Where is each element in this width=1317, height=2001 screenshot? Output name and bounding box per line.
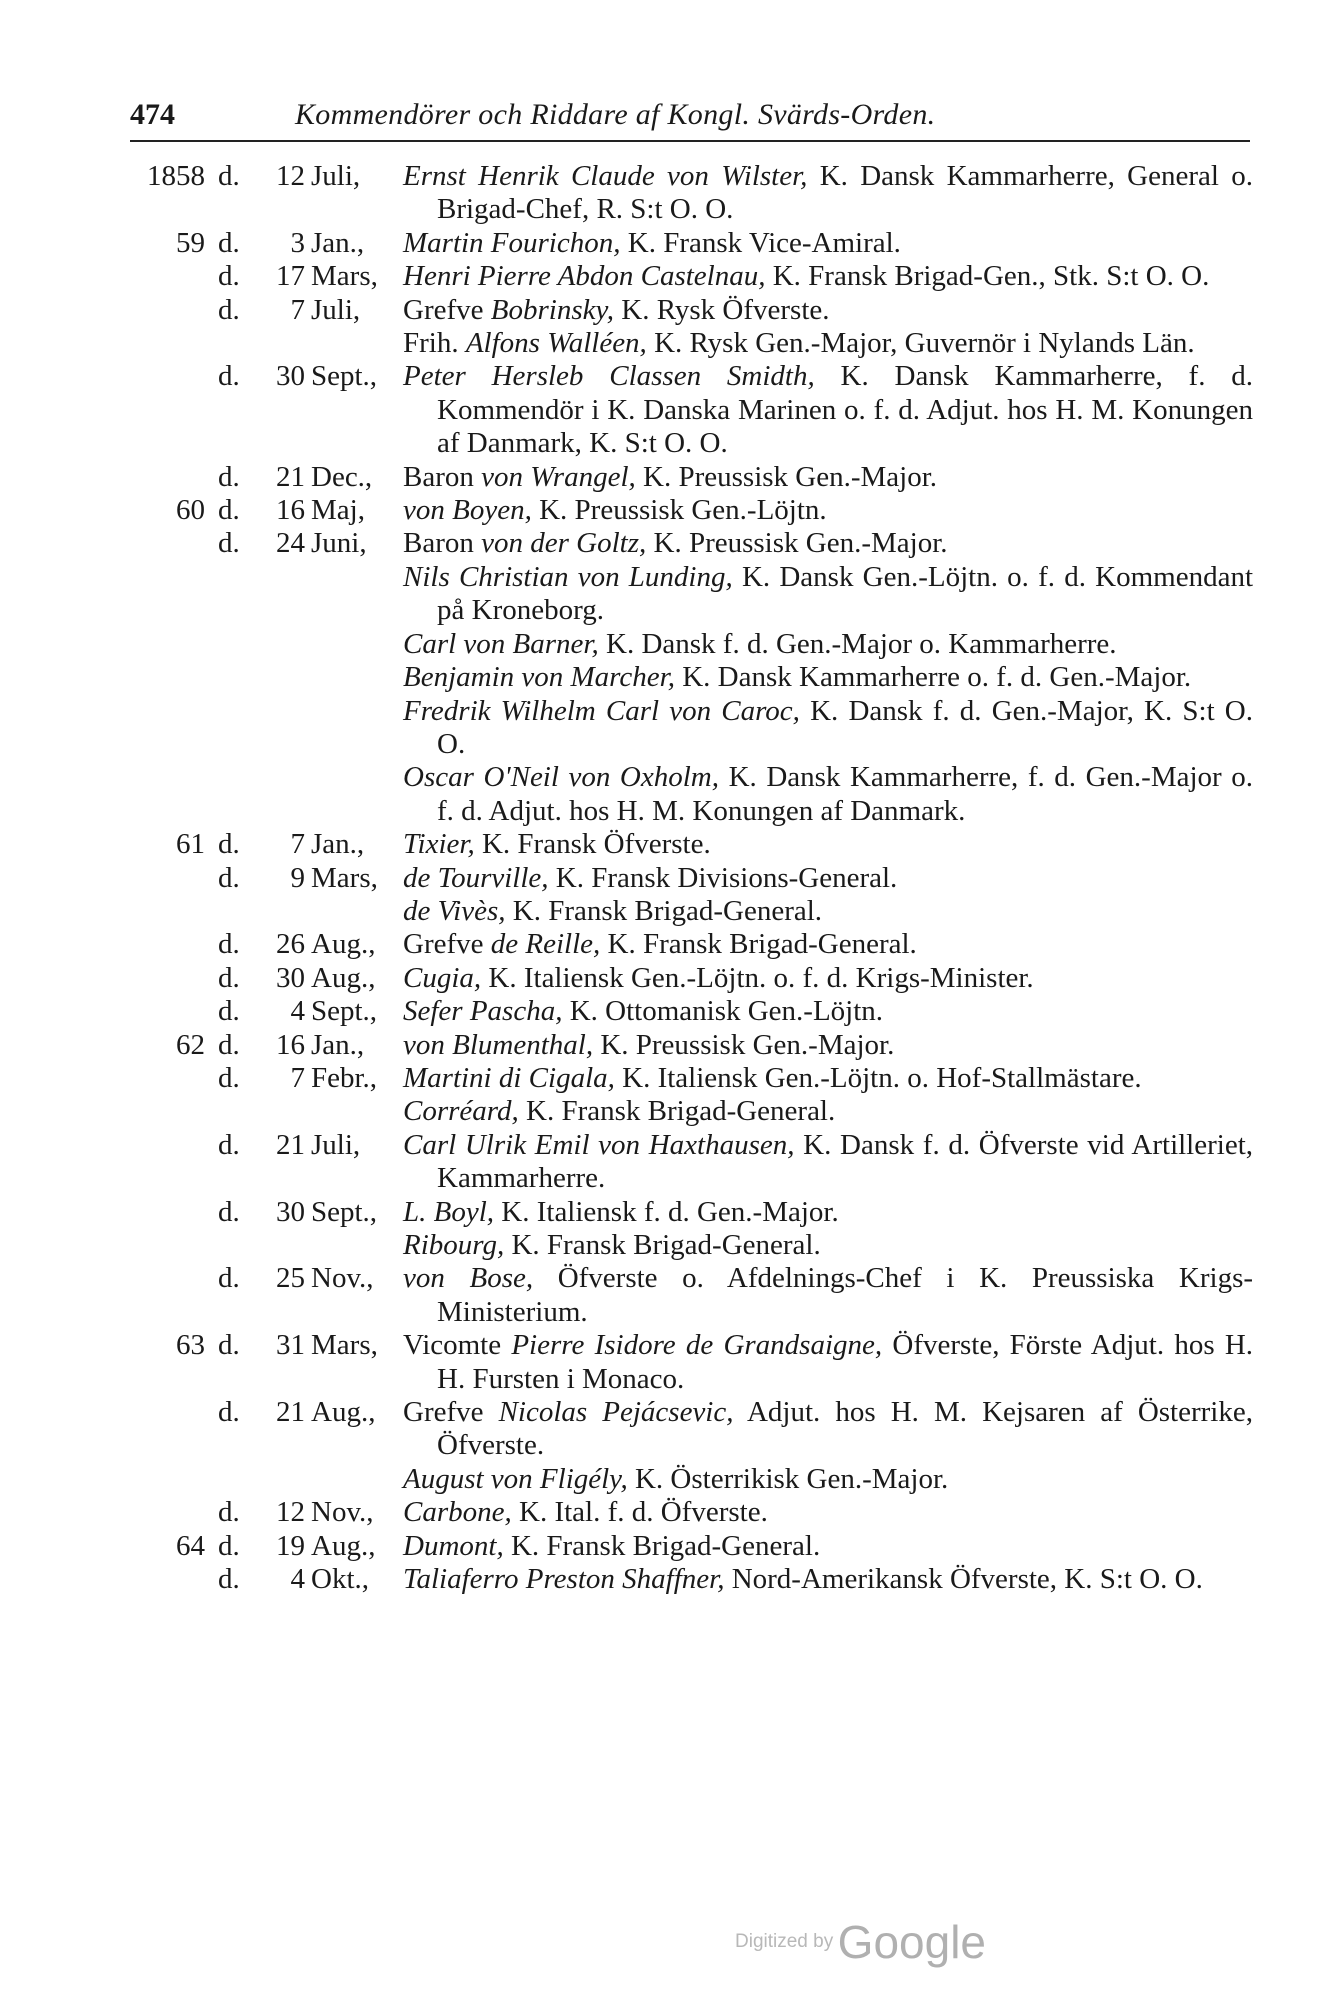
entry-month: Aug., (311, 1396, 376, 1429)
entry-description: K. Fransk Brigad-General. (505, 894, 823, 927)
entry-person-name: Cugia, (403, 961, 482, 994)
entry-person-name: Oscar O'Neil von Oxholm, (403, 761, 719, 794)
entry-d-abbrev: d. (218, 861, 240, 894)
entry-text (403, 494, 1253, 527)
entry-description: Nord-Amerikansk Öfverste, K. S:t O. O. (724, 1563, 1203, 1596)
entry-person-name: L. Boyl, (403, 1195, 495, 1228)
list-item (0, 360, 1317, 460)
entry-text (403, 160, 1253, 227)
entry-description: K. Dansk Kammarherre o. f. d. Gen.-Major. (674, 661, 1192, 694)
page-header (130, 98, 1250, 142)
entry-month: Juni, (311, 527, 367, 560)
entry-d-abbrev: d. (218, 1262, 240, 1295)
entry-d-abbrev: d. (218, 1496, 240, 1529)
entry-d-abbrev: d. (218, 1128, 240, 1161)
entry-description: Adjut. hos H. M. Kejsaren af Österrike, Öfverste. (437, 1396, 1253, 1462)
list-item (0, 260, 1317, 293)
entry-person-name: Nicolas Pejácsevic, (498, 1396, 734, 1429)
list-item (0, 661, 1317, 694)
entry-text (403, 327, 1253, 360)
entry-d-abbrev: d. (218, 160, 240, 192)
entry-month: Jan., (311, 828, 365, 861)
list-item (0, 1029, 1317, 1062)
entry-person-name: Sefer Pascha, (403, 995, 563, 1028)
entry-month: Aug., (311, 928, 376, 961)
entry-day: 9 (290, 861, 305, 894)
entry-text (403, 962, 1253, 995)
entry-month: Mars, (311, 1329, 378, 1362)
entry-d-abbrev: d. (218, 494, 240, 527)
entry-description: K. Ital. f. d. Öfverste. (511, 1496, 768, 1529)
entry-person-name: August von Fligély, (403, 1462, 628, 1495)
entry-description: K. Fransk Brigad-General. (600, 928, 917, 961)
entry-year: 62 (176, 1028, 205, 1061)
entry-d-abbrev: d. (218, 527, 240, 560)
entry-text (403, 1563, 1253, 1596)
entry-person-name: Fredrik Wilhelm Carl von Caroc, (403, 694, 800, 727)
entry-d-abbrev: d. (218, 828, 240, 861)
list-item (0, 294, 1317, 327)
entry-text (403, 1029, 1253, 1062)
entry-description: K. Dansk f. d. Gen.-Major o. Kammarherre. (598, 627, 1117, 660)
entry-person-name: Ribourg, (403, 1229, 505, 1261)
entry-text (403, 1329, 1253, 1396)
list-item (0, 561, 1317, 628)
entry-person-name: Carl von Barner, (403, 627, 599, 660)
entry-description: K. Preussisk Gen.-Major. (635, 460, 938, 493)
entry-day: 30 (276, 961, 305, 994)
entry-description: Öfverste o. Afdelnings-Chef i K. Preussiska Krigs-Ministerium. (437, 1262, 1254, 1328)
entry-text (403, 895, 1253, 928)
entry-month: Dec., (311, 460, 373, 493)
entry-description: K. Italiensk f. d. Gen.-Major. (494, 1195, 839, 1228)
list-item (0, 160, 1317, 227)
entry-day: 17 (276, 260, 305, 293)
entry-text (403, 1229, 1253, 1262)
entry-day: 19 (276, 1529, 305, 1562)
entry-person-name: Corréard, (403, 1095, 519, 1128)
entry-day: 7 (290, 1061, 305, 1094)
entry-d-abbrev: d. (218, 1329, 240, 1362)
entry-day: 30 (276, 360, 305, 393)
entry-year: 63 (176, 1329, 205, 1362)
list-item (0, 928, 1317, 961)
entry-year: 61 (176, 828, 205, 861)
entry-description: K. Preussisk Gen.-Löjtn. (531, 494, 827, 527)
list-item (0, 494, 1317, 527)
entry-person-name: Bobrinsky, (490, 293, 615, 326)
entry-month: Juli, (311, 293, 361, 326)
entry-month: Juli, (311, 1128, 361, 1161)
entry-month: Aug., (311, 961, 376, 994)
list-item (0, 1563, 1317, 1596)
list-item (0, 327, 1317, 360)
entry-description: K. Italiensk Gen.-Löjtn. o. f. d. Krigs-Minister. (481, 961, 1034, 994)
entry-text (403, 227, 1253, 260)
entry-description: Öfverste, Förste Adjut. hos H. H. Fursten i Monaco. (437, 1329, 1254, 1395)
entry-day: 7 (290, 828, 305, 861)
entry-day: 4 (290, 995, 305, 1028)
list-item (0, 461, 1317, 494)
list-item (0, 962, 1317, 995)
entry-description: K. Fransk Brigad-General. (504, 1229, 821, 1261)
list-item (0, 1095, 1317, 1128)
list-item (0, 1463, 1317, 1496)
entry-person-name: von Boyen, (403, 494, 532, 527)
entry-text (403, 1496, 1253, 1529)
entry-text (403, 1530, 1253, 1563)
entry-description: K. Dansk f. d. Gen.-Major, K. S:t O. O. (437, 694, 1253, 760)
entry-year: 1858 (147, 160, 205, 192)
entry-text (403, 995, 1253, 1028)
entry-month: Mars, (311, 260, 378, 293)
entry-description: K. Dansk Kammarherre, General o. Brigad-Chef, R. S:t O. O. (437, 160, 1253, 226)
entry-month: Sept., (311, 1195, 378, 1228)
entry-description: K. Dansk Kammarherre, f. d. Kommendör i K. Danska Marinen o. f. d. Adjut. hos H. M. Konungen af Danmark, K. S:t O. O. (437, 360, 1254, 460)
entry-description: K. Ottomanisk Gen.-Löjtn. (562, 995, 884, 1028)
entry-person-name: Carl Ulrik Emil von Haxthausen, (403, 1128, 795, 1161)
entry-description: K. Preussisk Gen.-Major. (646, 527, 948, 560)
entry-description: K. Preussisk Gen.-Major. (593, 1028, 895, 1061)
entry-month: Okt., (311, 1563, 369, 1596)
entry-title-prefix: Baron (403, 527, 482, 560)
entry-d-abbrev: d. (218, 360, 240, 393)
entry-person-name: Taliaferro Preston Shaffner, (403, 1563, 725, 1596)
entry-month: Sept., (311, 995, 378, 1028)
entry-description: K. Fransk Brigad-General. (518, 1095, 836, 1128)
entry-description: K. Fransk Öfverste. (474, 828, 711, 861)
entry-d-abbrev: d. (218, 460, 240, 493)
entry-d-abbrev: d. (218, 1529, 240, 1562)
entry-day: 16 (276, 1028, 305, 1061)
entry-day: 31 (276, 1329, 305, 1362)
entry-day: 4 (290, 1563, 305, 1596)
entry-month: Febr., (311, 1061, 378, 1094)
entry-text (403, 461, 1253, 494)
digitized-by-google-watermark (735, 1915, 986, 1969)
entry-text (403, 260, 1253, 293)
entry-person-name: de Vivès, (403, 894, 506, 927)
entry-title-prefix: Baron (403, 460, 482, 493)
entry-day: 7 (290, 293, 305, 326)
entry-month: Nov., (311, 1496, 374, 1529)
entry-text (403, 1262, 1253, 1329)
digitized-by-text: Digitized by (735, 1931, 834, 1952)
entry-description: K. Italiensk Gen.-Löjtn. o. Hof-Stallmästare. (614, 1061, 1142, 1094)
entry-description: K. Fransk Brigad-Gen., Stk. S:t O. O. (765, 260, 1210, 293)
entry-description: K. Dansk Kammarherre, f. d. Gen.-Major o. f. d. Adjut. hos H. M. Konungen af Danmark. (437, 761, 1254, 827)
entry-text (403, 628, 1253, 661)
entry-title-prefix: Grefve (403, 293, 491, 326)
entry-description: K. Dansk f. d. Öfverste vid Artilleriet, Kammarherre. (437, 1128, 1254, 1195)
list-item (0, 628, 1317, 661)
list-item (0, 1329, 1317, 1396)
entry-text (403, 561, 1253, 628)
list-item (0, 1496, 1317, 1529)
list-item (0, 1396, 1317, 1463)
list-item (0, 227, 1317, 260)
entry-text (403, 360, 1253, 460)
entry-d-abbrev: d. (218, 961, 240, 994)
list-item (0, 1196, 1317, 1229)
entry-person-name: von Wrangel, (481, 460, 636, 493)
entry-month: Jan., (311, 1028, 365, 1061)
entry-day: 24 (276, 527, 305, 560)
entry-person-name: Carbone, (403, 1496, 512, 1529)
list-item (0, 1129, 1317, 1196)
entry-text (403, 527, 1253, 560)
entry-day: 16 (276, 494, 305, 527)
entry-person-name: de Reille, (490, 928, 601, 961)
entry-description: K. Rysk Gen.-Major, Guvernör i Nylands Län. (646, 327, 1195, 360)
entry-person-name: Benjamin von Marcher, (403, 661, 675, 694)
list-item (0, 895, 1317, 928)
entry-description: K. Fransk Brigad-General. (503, 1529, 821, 1562)
entry-description: K. Österrikisk Gen.-Major. (627, 1462, 949, 1495)
entry-title-prefix: Vicomte (403, 1329, 512, 1362)
list-item (0, 1062, 1317, 1095)
entry-person-name: von der Goltz, (481, 527, 647, 560)
entry-title-prefix: Frih. (403, 327, 466, 360)
entry-year: 64 (176, 1529, 205, 1562)
entry-day: 30 (276, 1195, 305, 1228)
entry-text (403, 294, 1253, 327)
google-logo-text: Google (837, 1916, 987, 1968)
entry-description: K. Fransk Divisions-General. (548, 861, 898, 894)
list-item (0, 1262, 1317, 1329)
entry-person-name: Henri Pierre Abdon Castelnau, (403, 260, 766, 293)
entry-person-name: Nils Christian von Lunding, (403, 560, 733, 593)
entry-d-abbrev: d. (218, 226, 240, 259)
entry-month: Aug., (311, 1529, 376, 1562)
entry-day: 26 (276, 928, 305, 961)
entry-person-name: von Bose, (403, 1262, 534, 1295)
entry-d-abbrev: d. (218, 293, 240, 326)
page-number: 474 (130, 98, 175, 131)
entry-day: 21 (276, 460, 305, 493)
entry-text (403, 1062, 1253, 1095)
entry-description: K. Dansk Gen.-Löjtn. o. f. d. Kommendant på Kroneborg. (437, 560, 1254, 627)
entry-text (403, 1463, 1253, 1496)
list-item (0, 695, 1317, 762)
entry-month: Mars, (311, 861, 378, 894)
entry-day: 25 (276, 1262, 305, 1295)
list-item (0, 828, 1317, 861)
entry-d-abbrev: d. (218, 260, 240, 293)
entry-d-abbrev: d. (218, 995, 240, 1028)
list-item (0, 1530, 1317, 1563)
entry-title-prefix: Grefve (403, 1396, 499, 1429)
entry-d-abbrev: d. (218, 928, 240, 961)
entry-text (403, 928, 1253, 961)
entry-d-abbrev: d. (218, 1195, 240, 1228)
entry-text (403, 695, 1253, 762)
entry-person-name: Ernst Henrik Claude von Wilster, (403, 160, 808, 192)
entry-month: Maj, (311, 494, 365, 527)
entry-person-name: de Tourville, (403, 861, 549, 894)
entry-description: K. Fransk Vice-Amiral. (620, 226, 901, 259)
entry-month: Juli, (311, 160, 361, 192)
entry-person-name: Martin Fourichon, (403, 226, 621, 259)
entry-description: K. Rysk Öfverste. (614, 293, 830, 326)
entry-person-name: Dumont, (403, 1529, 504, 1562)
list-item (0, 761, 1317, 828)
entry-person-name: von Blumenthal, (403, 1028, 594, 1061)
entry-month: Jan., (311, 226, 365, 259)
entry-text (403, 1396, 1253, 1463)
entry-person-name: Peter Hersleb Classen Smidth, (403, 360, 815, 393)
entry-day: 3 (290, 226, 305, 259)
entry-text (403, 1196, 1253, 1229)
entry-d-abbrev: d. (218, 1396, 240, 1429)
entry-text (403, 1095, 1253, 1128)
list-item (0, 862, 1317, 895)
entry-day: 12 (276, 1496, 305, 1529)
entry-text (403, 828, 1253, 861)
entry-person-name: Tixier, (403, 828, 475, 861)
entry-day: 12 (276, 160, 305, 192)
entry-month: Nov., (311, 1262, 374, 1295)
entry-person-name: Alfons Walléen, (465, 327, 647, 360)
entry-person-name: Martini di Cigala, (403, 1061, 615, 1094)
running-title: Kommendörer och Riddare af Kongl. Svärds-Orden. (295, 98, 936, 131)
entry-year: 60 (176, 494, 205, 527)
list-item (0, 995, 1317, 1028)
entry-text (403, 761, 1253, 828)
entry-text (403, 1129, 1253, 1196)
entry-day: 21 (276, 1396, 305, 1429)
entry-d-abbrev: d. (218, 1563, 240, 1596)
list-item (0, 1229, 1317, 1262)
entry-person-name: Pierre Isidore de Grandsaigne, (511, 1329, 883, 1362)
entry-day: 21 (276, 1128, 305, 1161)
entry-text (403, 862, 1253, 895)
entries-list (0, 160, 1317, 1596)
entry-d-abbrev: d. (218, 1028, 240, 1061)
entry-month: Sept., (311, 360, 378, 393)
entry-title-prefix: Grefve (403, 928, 491, 961)
entry-text (403, 661, 1253, 694)
entry-d-abbrev: d. (218, 1061, 240, 1094)
entry-year: 59 (176, 226, 205, 259)
list-item (0, 527, 1317, 560)
